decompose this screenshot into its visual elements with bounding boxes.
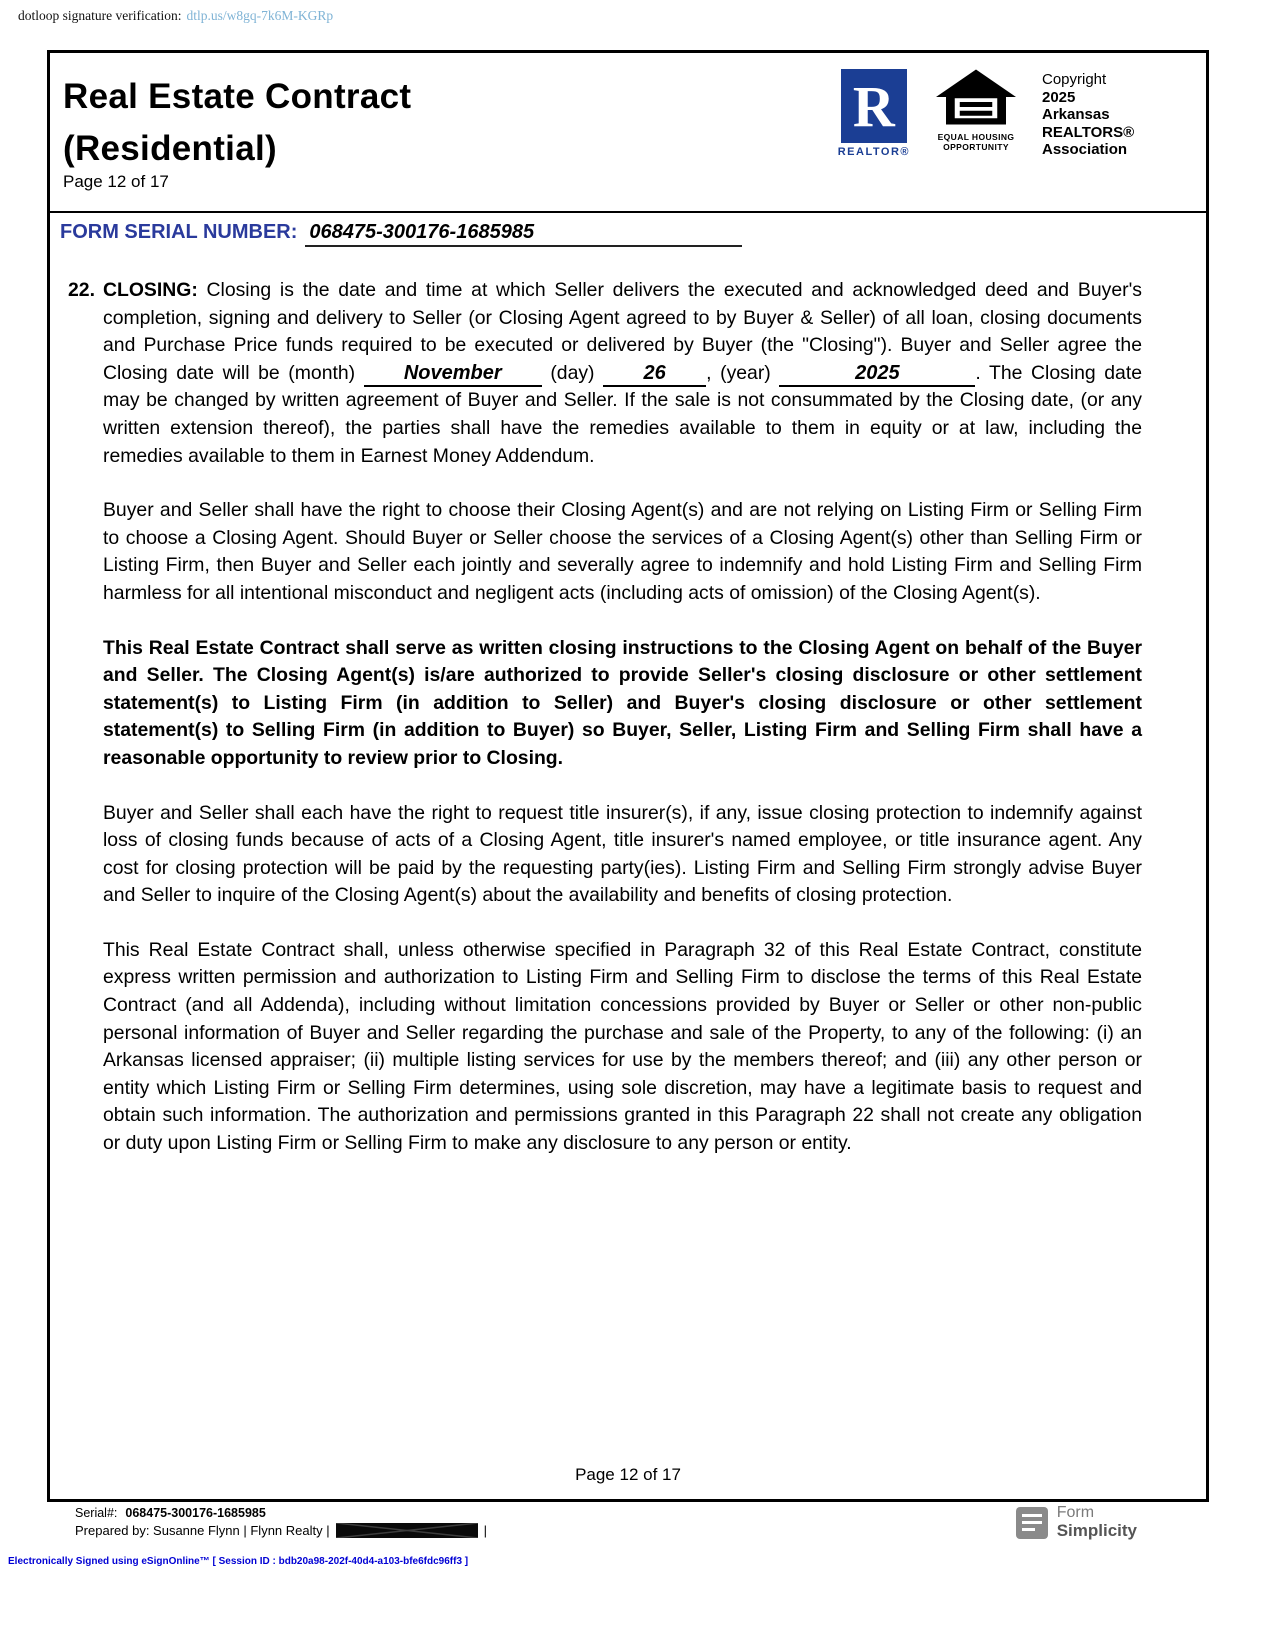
closing-year-label: , (year)	[706, 361, 771, 384]
document-header	[50, 53, 1206, 213]
prepared-by-text: Prepared by: Susanne Flynn | Flynn Realty |	[75, 1523, 330, 1538]
header-page-indicator: Page 12 of 17	[63, 172, 169, 191]
paragraph-closing-protection: Buyer and Seller shall each have the right to request title insurer(s), if any, issue closing protection to indemnify against loss of closing funds because of acts of a Closing Agent, title insurer's named employee, or title insurance agent. Any cost for closing protection will be paid by the requesting party(ies). Listing Firm and Selling Firm strongly advise Buyer and Seller to inquire of the Closing Agent(s) about the availability and benefits of closing protection.	[103, 801, 1142, 907]
closing-year-value: 2025	[855, 361, 900, 384]
closing-day-field	[603, 362, 706, 387]
equal-housing-label-2: OPPORTUNITY	[943, 142, 1009, 152]
document-subtitle: (Residential)	[63, 129, 277, 168]
paragraph-closing-agent-choice: Buyer and Seller shall have the right to choose their Closing Agent(s) and are not relying on Listing Firm or Selling Firm to choose a Closing Agent. Should Buyer or Seller choose the services of a Closing Agent(s) other than Selling Firm or Listing Firm, then Buyer and Seller each jointly and severally agree to indemnify and hold Listing Firm and Selling Firm harmless for all intentional misconduct and negligent acts (including acts of omission) of the Closing Agent(s).	[103, 499, 1142, 604]
copyright-block	[1042, 69, 1142, 159]
form-serial-label: FORM SERIAL NUMBER:	[60, 221, 298, 243]
form-simplicity-logo	[1015, 1504, 1137, 1541]
copyright-year: 2025	[1042, 88, 1076, 106]
closing-day-value: 26	[643, 361, 666, 384]
realtor-logo	[838, 69, 910, 158]
closing-text-before-month: Closing is the date and time at which Seller delivers the executed and acknowledged deed and Buyer's completion, signing and delivery to Seller (or Closing Agent agreed to by Buyer & Seller) of all loan, closing documents and Purchase Price funds required to be executed or delivered by Buyer (the "Closing"). Buyer and Seller agree the Closing date will be (month)	[103, 279, 1142, 384]
realtor-r-icon: R	[841, 69, 907, 143]
verification-bar	[18, 8, 333, 24]
paragraph-number: 22.	[68, 279, 95, 301]
closing-year-field	[779, 362, 975, 387]
closing-month-value: November	[403, 361, 502, 384]
form-simplicity-text	[1057, 1504, 1137, 1541]
redacted-box	[336, 1523, 478, 1538]
copyright-org-2: Association	[1042, 141, 1128, 158]
closing-day-label: (day)	[550, 361, 595, 384]
footer-serial-value: 068475-300176-1685985	[125, 1506, 266, 1520]
closing-text-after-year: . The Closing date may be changed by written agreement of Buyer and Seller. If the sale is not consummated by the Closing date, (or any written extension thereof), the parties shall have the remedies available to them in equity or at law, including the remedies available to them in Earnest Money Addendum.	[103, 361, 1143, 467]
equal-housing-label-1: EQUAL HOUSING	[937, 132, 1015, 142]
form-serial-bar	[50, 213, 1206, 259]
paragraph-closing-instructions: This Real Estate Contract shall serve as written closing instructions to the Closing Agent on behalf of the Buyer and Seller. The Closing Agent(s) is/are authorized to provide Seller's closing disclosure or other settlement statement(s) to Listing Firm (in addition to Seller) and Buyer's closing disclosure or other settlement statement(s) to Selling Firm (in addition to Buyer) so Buyer, Seller, Listing Firm and Selling Firm shall have a reasonable opportunity to review prior to Closing.	[103, 636, 1142, 769]
verification-link[interactable]: dtlp.us/w8gq-7k6M-KGRp	[186, 8, 334, 23]
form-serial-value: 068475-300176-1685985	[305, 221, 742, 247]
verification-label: dotloop signature verification:	[18, 8, 182, 23]
closing-month-field	[364, 362, 542, 387]
pipe-separator: |	[483, 1523, 487, 1538]
esign-note: Electronically Signed using eSignOnline™ [ Session ID : bdb20a98-202f-40d4-a103-bfe6fdc96ff3 ]	[8, 1556, 469, 1567]
page-footer-indicator: Page 12 of 17	[575, 1465, 681, 1484]
footer-serial-label: Serial#:	[75, 1506, 118, 1520]
equal-housing-logo	[930, 69, 1022, 152]
document-title: Real Estate Contract	[63, 77, 412, 116]
paragraph-22-closing	[68, 277, 1143, 470]
contract-document	[47, 50, 1209, 1502]
copyright-org: REALTORS®	[1042, 123, 1135, 141]
copyright-line: Copyright	[1042, 71, 1107, 88]
closing-heading: CLOSING:	[103, 279, 198, 301]
form-simplicity-line1: Form	[1056, 1504, 1095, 1521]
form-simplicity-line2: Simplicity	[1056, 1521, 1137, 1540]
realtor-label: REALTOR®	[837, 146, 910, 158]
form-simplicity-icon	[1015, 1506, 1049, 1540]
header-logo-block	[838, 69, 1142, 159]
equal-housing-house-icon	[936, 112, 1016, 129]
document-body	[50, 259, 1206, 1158]
prepared-by-line	[75, 1523, 487, 1538]
footer-serial-line	[75, 1506, 266, 1520]
paragraph-disclosure-authorization: This Real Estate Contract shall, unless otherwise specified in Paragraph 32 of this Real Estate Contract, constitute express written permission and authorization to Listing Firm and Selling Firm to disclose the terms of this Real Estate Contract (and all Addenda), including without limitation concessions provided by Buyer or Seller or other non-public personal information of Buyer and Seller regarding the purchase and sale of the Property, to any of the following: (i) an Arkansas licensed appraiser; (ii) multiple listing services for use by the members thereof; and (iii) any other person or entity which Listing Firm or Selling Firm determines, using sole discretion, may have a legitimate basis to request and obtain such information. The authorization and permissions granted in this Paragraph 22 shall not create any obligation or duty upon Listing Firm or Selling Firm to make any disclosure to any person or entity.	[103, 938, 1142, 1155]
copyright-state: Arkansas	[1042, 106, 1110, 123]
